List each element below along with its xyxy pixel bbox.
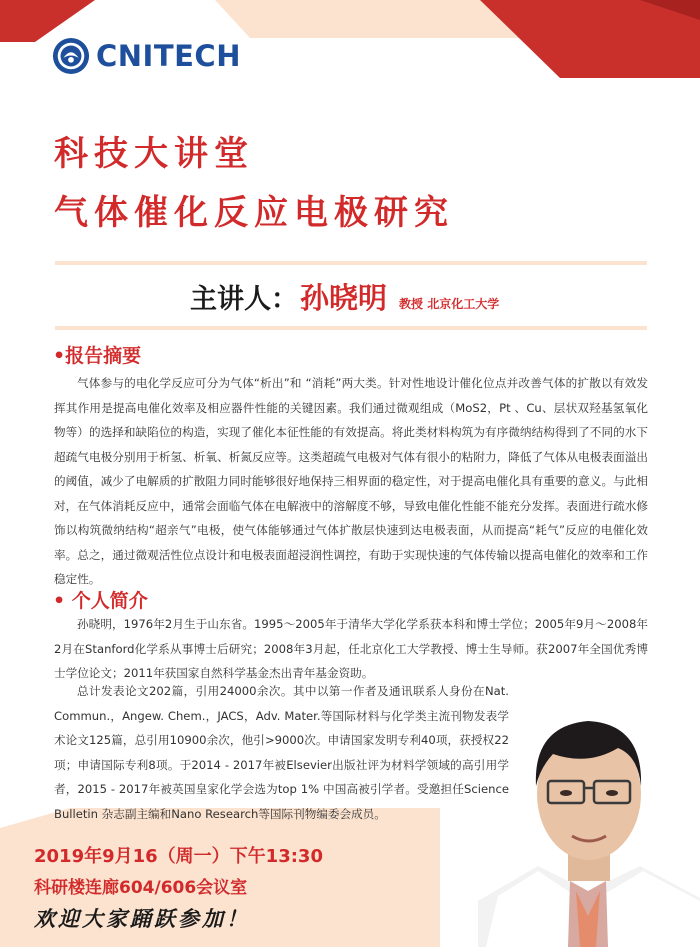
divider-top [55,261,647,265]
speaker-line [190,276,499,317]
speaker-name: 孙晓明 [300,281,388,315]
speaker-portrait-photo [478,676,700,947]
title-line-2: 气体催化反应电极研究 [54,193,454,233]
bio-paragraph-1: 孙晓明，1976年2月生于山东省。1995～2005年于清华大学化学系获本科和博士学位；2005年9月～2008年2月在Stanford化学系从事博士后研究；2008年3月起，任北京化工大学教授、博士生导师。获2007年全国优秀博士学位论文；2011年获国家自然科学基金杰出青年基金资助。 [54,617,648,680]
divider-bottom [55,326,647,330]
abstract-text: 气体参与的电化学反应可分为气体“析出”和 “消耗”两大类。针对性地设计催化位点并改善气体的扩散以有效发挥其作用是提高电催化效率及相应器件性能的关键因素。我们通过微观组成（MoS2，Pt 、Cu、层状双羟基氢氧化物等）的选择和缺陷位的构造，实现了催化本征性能的有效提高。将此类材料构筑为有序微纳结构得到了不同的水下超疏气电极分别用于析氢、析氧、析氮反应等。这类超疏气电极对气体有很小的粘附力，降低了气体从电极表面溢出的阈值，减少了电解质的扩散阻力同时能够很好地保持三相界面的稳定性，对于提高电催化具有重要的意义。与此相对，在气体消耗反应中，通常会面临气体在电解液中的溶解度不够，导致电催化性能不能充分发挥。表面进行疏水修饰以构筑微纳结构“超亲气”电极，使气体能够通过气体扩散层快速到达电极表面，从而提高“耗气”反应的电催化效率。总之，通过微观活性位点设计和电极表面超浸润性调控，有助于实现快速的气体传输以提高电催化的效率和工作稳定性。 [54,376,648,586]
event-datetime: 2019年9月16（周一）下午13:30 [34,846,323,867]
abstract-heading: •报告摘要 [53,345,142,367]
logo [52,36,241,76]
cnitech-badge-icon [52,37,90,75]
welcome-slogan: 欢迎大家踊跃参加！ [34,906,250,931]
bio-heading: • 个人简介 [53,590,148,612]
speaker-affiliation: 教授 北京化工大学 [399,297,500,311]
bio-paragraph-2: 总计发表论文202篇，引用24000余次。其中以第一作者及通讯联系人身份在Nat. Commun.，Angew. Chem.，JACS，Adv. Mater.等国际材料与化学类主流刊物发表学术论文125篇，总引用10900余次，他引>9000次。申请国家发明专利40项，获授权22项；申请国际专利8项。于2014 - 2017年被Elsevier出版社评为材料学领域的高引用学者，2015 - 2017年被英国皇家化学会选为top 1% 中国高被引学者。受邀担任Science Bulletin 杂志副主编和Nano Research等国际刊物编委会成员。 [54,684,509,821]
title-line-1: 科技大讲堂 [54,134,254,174]
speaker-label: 主讲人： [190,284,298,315]
event-venue: 科研楼连廊604/606会议室 [34,878,248,898]
logo-text: CNITECH [96,39,241,73]
